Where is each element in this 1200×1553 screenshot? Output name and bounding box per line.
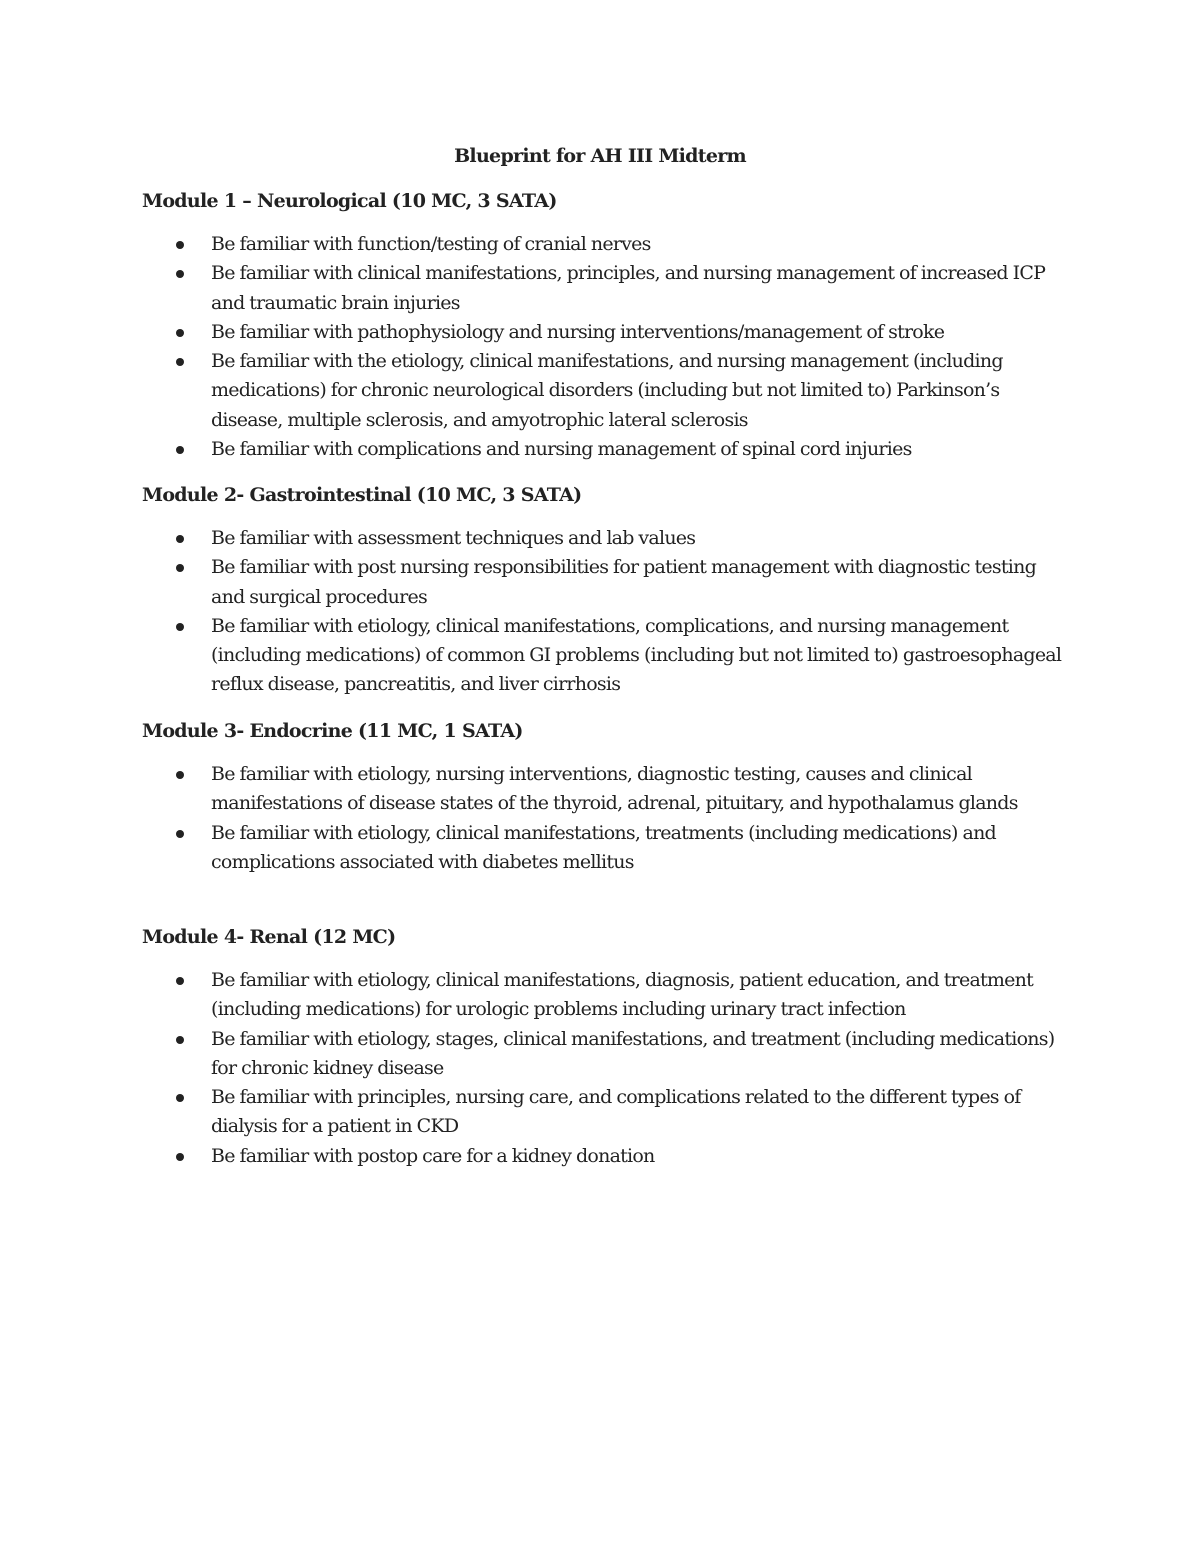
bullet-text: Be familiar with etiology, clinical manifestations, diagnosis, patient education, and treatment (including medications) for urologic problems including urinary tract infection xyxy=(211,969,1034,1021)
module-section xyxy=(142,186,1072,464)
module-section xyxy=(142,922,1072,1171)
bullet-text: Be familiar with clinical manifestations, principles, and nursing management of increased ICP and traumatic brain injuries xyxy=(211,262,1046,314)
bullet-item xyxy=(142,612,1072,700)
bullet-text: Be familiar with complications and nursing management of spinal cord injuries xyxy=(211,438,912,461)
bullet-text: Be familiar with function/testing of cranial nerves xyxy=(211,233,651,255)
bullet-list xyxy=(142,230,1072,464)
module-section xyxy=(142,716,1072,877)
bullet-item xyxy=(142,819,1072,878)
bullet-text: Be familiar with pathophysiology and nursing interventions/management of stroke xyxy=(211,320,945,343)
module-heading: Module 2- Gastrointestinal (10 MC, 3 SATA) xyxy=(142,484,582,506)
bullet-list xyxy=(142,760,1072,877)
bullet-item xyxy=(142,259,1072,318)
bullet-icon xyxy=(176,564,184,572)
bullet-text: Be familiar with principles, nursing care, and complications related to the different types of dialysis for a patient in CKD xyxy=(211,1086,1021,1138)
document-title: Blueprint for AH III Midterm xyxy=(454,145,746,167)
bullet-text: Be familiar with etiology, nursing interventions, diagnostic testing, causes and clinical manifestations of disease states of the thyroid, adrenal, pituitary, and hypothalamus glands xyxy=(211,763,1018,815)
bullet-icon xyxy=(176,241,184,249)
module-heading: Module 1 – Neurological (10 MC, 3 SATA) xyxy=(142,190,557,212)
bullet-item xyxy=(142,230,1072,259)
bullet-text: Be familiar with post nursing responsibilities for patient management with diagnostic testing and surgical procedures xyxy=(211,556,1037,608)
bullet-text: Be familiar with assessment techniques and lab values xyxy=(211,527,696,549)
bullet-item xyxy=(142,1083,1072,1142)
bullet-item xyxy=(142,966,1072,1025)
bullet-text: Be familiar with etiology, clinical manifestations, complications, and nursing management (including medications) of common GI problems (including but not limited to) gastroesophageal reflux disease, pancreatitis, and liver cirrhosis xyxy=(211,614,1062,696)
bullet-list xyxy=(142,524,1072,700)
bullet-item xyxy=(142,1025,1072,1084)
bullet-icon xyxy=(176,1153,184,1161)
bullet-item xyxy=(142,524,1072,553)
bullet-item xyxy=(142,347,1072,435)
bullet-text: Be familiar with postop care for a kidney donation xyxy=(211,1144,655,1167)
bullet-icon xyxy=(176,358,184,366)
bullet-icon xyxy=(176,270,184,278)
bullet-icon xyxy=(176,446,184,454)
bullet-icon xyxy=(176,830,184,838)
bullet-icon xyxy=(176,1036,184,1044)
bullet-icon xyxy=(176,1094,184,1102)
bullet-icon xyxy=(176,977,184,985)
bullet-text: Be familiar with etiology, stages, clinical manifestations, and treatment (including medications) for chronic kidney disease xyxy=(211,1027,1055,1079)
module-section xyxy=(142,480,1072,700)
bullet-text: Be familiar with the etiology, clinical manifestations, and nursing management (including medications) for chronic neurological disorders (including but not limited to) Parkinson’s disease, multiple sclerosis, and amyotrophic lateral sclerosis xyxy=(211,350,1003,431)
bullet-item xyxy=(142,435,1072,464)
bullet-item xyxy=(142,760,1072,819)
bullet-icon xyxy=(176,535,184,543)
bullet-list xyxy=(142,966,1072,1171)
bullet-icon xyxy=(176,623,184,631)
module-heading: Module 4- Renal (12 MC) xyxy=(142,926,396,948)
module-heading: Module 3- Endocrine (11 MC, 1 SATA) xyxy=(142,720,523,742)
bullet-item xyxy=(142,318,1072,347)
bullet-item xyxy=(142,553,1072,612)
bullet-icon xyxy=(176,329,184,337)
bullet-text: Be familiar with etiology, clinical manifestations, treatments (including medications) and complications associated with diabetes mellitus xyxy=(211,821,996,873)
bullet-icon xyxy=(176,771,184,779)
bullet-item xyxy=(142,1142,1072,1171)
